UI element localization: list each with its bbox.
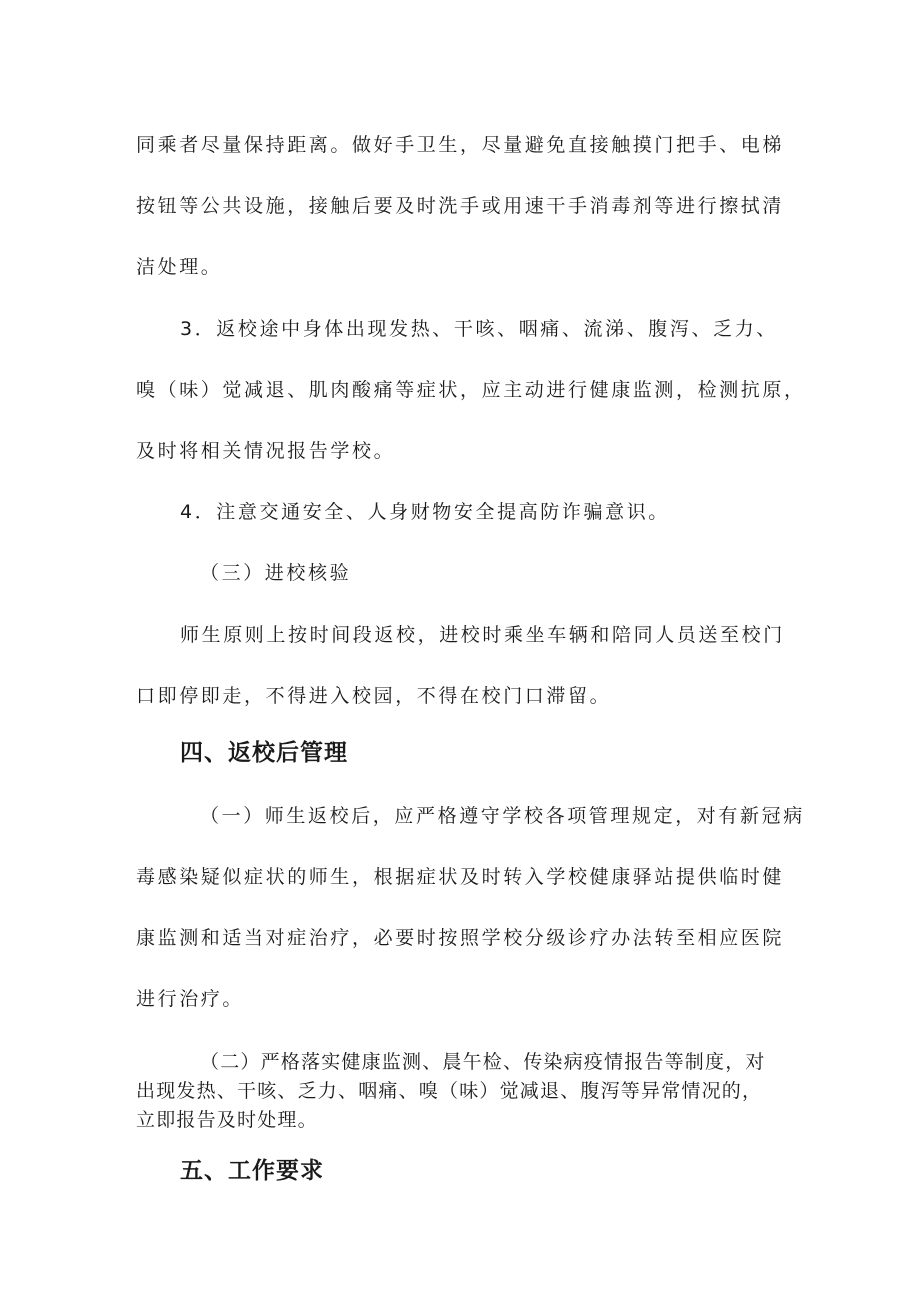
paragraph-line: 出现发热、干咳、乏力、咽痛、嗅（味）觉减退、腹泻等异常情况的， xyxy=(136,1080,763,1102)
paragraph-line: 立即报告及时处理。 xyxy=(136,1109,318,1131)
list-item-4-line: 4．注意交通安全、人身财物安全提高防诈骗意识。 xyxy=(180,501,670,523)
paragraph-line: （二）严格落实健康监测、晨午检、传染病疫情报告等制度，对 xyxy=(200,1051,766,1073)
section-heading-5: 五、工作要求 xyxy=(180,1158,324,1184)
paragraph-line: 口即停即走，不得进入校园，不得在校门口滞留。 xyxy=(136,685,612,707)
paragraph-line: 毒感染疑似症状的师生，根据症状及时转入学校健康驿站提供临时健 xyxy=(136,866,785,888)
paragraph-line: 同乘者尽量保持距离。做好手卫生，尽量避免直接触摸门把手、电梯 xyxy=(136,134,785,156)
paragraph-line: 及时将相关情况报告学校。 xyxy=(136,440,396,462)
section-heading-4: 四、返校后管理 xyxy=(180,740,348,766)
paragraph-line: 师生原则上按时间段返校，进校时乘坐车辆和陪同人员送至校门 xyxy=(180,624,785,646)
paragraph-line: （一）师生返校后，应严格遵守学校各项管理规定，对有新冠病 xyxy=(200,805,805,827)
paragraph-line: 嗅（味）觉减退、肌肉酸痛等症状，应主动进行健康监测，检测抗原， xyxy=(136,379,806,401)
paragraph-line: 进行治疗。 xyxy=(136,988,245,1010)
paragraph-line: 按钮等公共设施，接触后要及时洗手或用速干手消毒剂等进行擦拭清 xyxy=(136,195,785,217)
list-item-3-line: 3．返校途中身体出现发热、干咳、咽痛、流涕、腹泻、乏力、 xyxy=(180,318,778,340)
paragraph-line: 洁处理。 xyxy=(136,256,223,278)
subheading-san: （三）进校核验 xyxy=(200,562,352,584)
paragraph-line: 康监测和适当对症治疗，必要时按照学校分级诊疗办法转至相应医院 xyxy=(136,927,785,949)
